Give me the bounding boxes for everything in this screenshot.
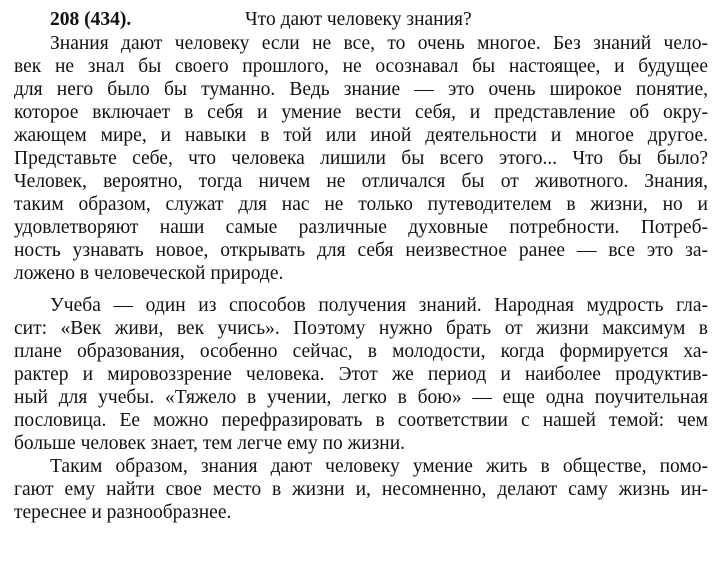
exercise-number: 208 (434). bbox=[50, 9, 132, 30]
text-line: жающем мире, и навыки в той или иной деятельности и многое другое. bbox=[14, 125, 708, 146]
paragraph-2 bbox=[14, 294, 708, 455]
text-line: ный для учебы. «Тяжело в учении, легко в бою» — еще одна поучительная bbox=[14, 387, 708, 408]
text-line: Человек, вероятно, тогда ничем не отличался бы от животного. Знания, bbox=[14, 171, 708, 192]
text-line: пословица. Ее можно перефразировать в соответствии с нашей темой: чем bbox=[14, 410, 708, 431]
text-line: гают ему найти свое место в жизни и, несомненно, делают саму жизнь ин- bbox=[14, 479, 708, 500]
text-line: сит: «Век живи, век учись». Поэтому нужно брать от жизни максимум в bbox=[14, 318, 708, 339]
text-line: удовлетворяют наши самые различные духовные потребности. Потреб- bbox=[14, 217, 708, 238]
text-line: Учеба — один из способов получения знаний. Народная мудрость гла- bbox=[50, 295, 708, 316]
text-line: ность узнавать новое, открывать для себя неизвестное ранее — все это за- bbox=[14, 240, 708, 261]
text-line: ложено в человеческой природе. bbox=[14, 263, 284, 284]
paragraph-3 bbox=[14, 455, 708, 524]
text-line: тереснее и разнообразнее. bbox=[14, 502, 232, 523]
text-line: плане образования, особенно сейчас, в молодости, когда формируется ха- bbox=[14, 341, 708, 362]
text-line: Знания дают человеку если не все, то очень многое. Без знаний чело- bbox=[50, 33, 708, 54]
text-line: век не знал бы своего прошлого, не осознавал бы настоящее, и будущее bbox=[14, 56, 708, 77]
text-line: рактер и мировоззрение человека. Этот же период и наиболее продуктив- bbox=[14, 364, 708, 385]
text-line: больше человек знает, тем легче ему по жизни. bbox=[14, 433, 406, 454]
text-line: которое включает в себя и умение вести себя, и представление об окру- bbox=[14, 102, 708, 123]
text-line: Представьте себе, что человека лишили бы всего этого... Что бы было? bbox=[14, 148, 708, 169]
essay-title: Что дают человеку знания? bbox=[245, 9, 472, 30]
exercise-heading bbox=[14, 8, 708, 32]
text-line: таким образом, служат для нас не только путеводителем в жизни, но и bbox=[14, 194, 708, 215]
text-line: Таким образом, знания дают человеку умение жить в обществе, помо- bbox=[50, 456, 708, 477]
text-line: для него было бы туманно. Ведь знание — это очень широкое понятие, bbox=[14, 79, 708, 100]
paragraph-1 bbox=[14, 32, 708, 285]
